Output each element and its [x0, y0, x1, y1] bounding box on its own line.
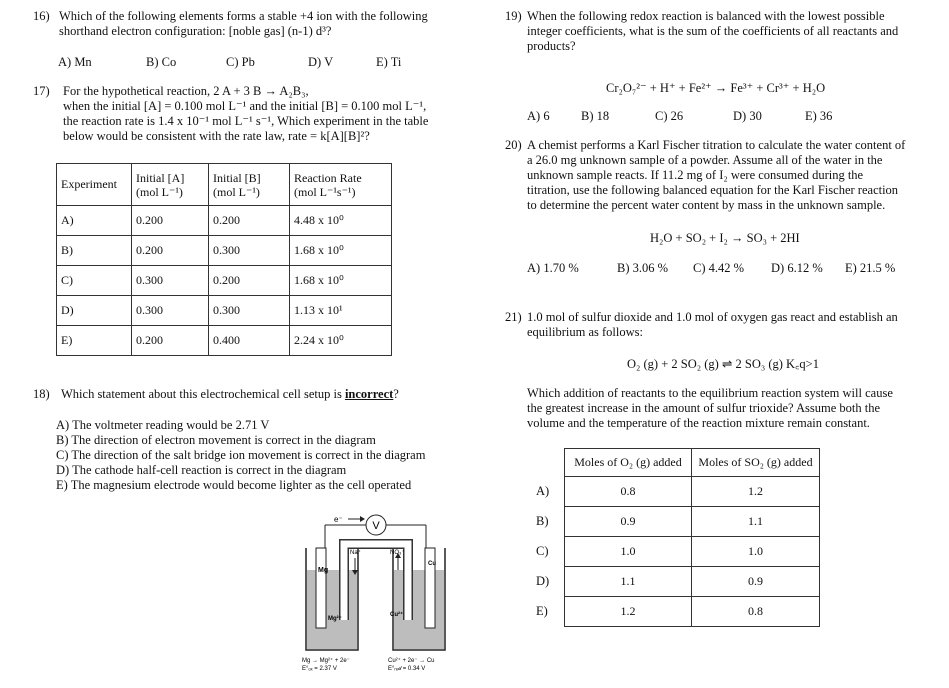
header-initial-b: Initial [B] (mol L⁻¹): [209, 164, 290, 206]
row-label: C): [57, 266, 132, 296]
no3-ion-label: NO₃⁻: [390, 550, 405, 556]
cell-b: 0.200: [209, 266, 290, 296]
row-labels-21: [536, 476, 556, 626]
question-text: volume and the temperature of the reaction mixture remain constant.: [527, 416, 870, 430]
question-text: shorthand electron configuration: [noble gas] (n-1) d³?: [59, 24, 332, 38]
electron-label: e⁻: [334, 515, 343, 524]
rate-table: [56, 163, 392, 356]
question-number: 20): [505, 138, 522, 152]
question-text: to determine the percent water content by mass in the unknown sample.: [527, 198, 886, 212]
choice-b[interactable]: B) 18: [581, 109, 610, 123]
table-row: [57, 206, 392, 236]
choices-18: [56, 418, 476, 493]
question-text: a 26.0 mg unknown sample of a powder. Assume all of the water in the: [527, 153, 883, 167]
question-stem-end: ?: [393, 387, 399, 401]
mg-label: Mg: [318, 567, 329, 574]
header-so2-added: Moles of SO₂ (g) added: [692, 449, 820, 477]
cell-a: 0.300: [132, 266, 209, 296]
cell-a: 0.200: [132, 206, 209, 236]
cell-so2: 0.8: [692, 597, 820, 627]
choice-d[interactable]: D) The cathode half-cell reaction is correct in the diagram: [56, 463, 347, 477]
question-text: when the initial [A] = 0.100 mol L⁻¹ and the initial [B] = 0.100 mol L⁻¹,: [63, 99, 427, 113]
question-17: [33, 84, 473, 144]
choice-b[interactable]: B) The direction of electron movement is correct in the diagram: [56, 433, 376, 447]
cell-a: 0.300: [132, 296, 209, 326]
choices-20: [527, 261, 927, 277]
question-number: 16): [33, 9, 50, 23]
question-21: [505, 310, 945, 340]
cell-rate: 2.24 x 10⁰: [290, 326, 392, 356]
cell-rate: 1.13 x 10¹: [290, 296, 392, 326]
question-text: [61, 387, 473, 402]
table-row: [565, 507, 820, 537]
question-text: Which of the following elements forms a stable +4 ion with the following: [59, 9, 428, 23]
question-number: 19): [505, 9, 522, 23]
table-row: [57, 326, 392, 356]
choice-e[interactable]: E) 36: [805, 109, 833, 123]
choice-a[interactable]: A) Mn: [58, 55, 92, 69]
question-text: When the following redox reaction is balanced with the lowest possible: [527, 9, 885, 23]
cell-b: 0.300: [209, 236, 290, 266]
cell-so2: 1.1: [692, 507, 820, 537]
mg-electrode: [316, 548, 329, 628]
table-row: [565, 597, 820, 627]
cu-ion-label: Cu²⁺: [390, 612, 404, 618]
choice-b[interactable]: B) Co: [146, 55, 177, 69]
question-text: products?: [527, 39, 576, 53]
cell-o2: 1.1: [565, 567, 692, 597]
header-o2-added: Moles of O₂ (g) added: [565, 449, 692, 477]
question-21-part2: [527, 386, 947, 431]
choice-a[interactable]: A) The voltmeter reading would be 2.71 V: [56, 418, 270, 432]
choice-d[interactable]: D) 30: [733, 109, 762, 123]
reactant-table: [564, 448, 820, 627]
table-row: [565, 567, 820, 597]
question-text: unknown sample reacts. If 11.2 mg of I₂ were consumed during the: [527, 168, 864, 182]
mg-ion-label: Mg²⁺: [328, 616, 342, 622]
right-solution: [394, 570, 444, 649]
question-text: A chemist performs a Karl Fischer titration to calculate the water content of: [527, 138, 906, 152]
choice-d[interactable]: D) 6.12 %: [771, 261, 823, 275]
choice-c[interactable]: C) 26: [655, 109, 684, 123]
question-text: titration, use the following balanced equation for the Karl Fischer reaction: [527, 183, 899, 197]
cell-o2: 0.9: [565, 507, 692, 537]
na-ion-label: Na⁺: [350, 550, 361, 556]
choice-c[interactable]: C) 4.42 %: [693, 261, 745, 275]
cell-so2: 0.9: [692, 567, 820, 597]
choice-d[interactable]: D) V: [308, 55, 334, 69]
header-reaction-rate: Reaction Rate (mol L⁻¹s⁻¹): [290, 164, 392, 206]
choice-c[interactable]: C) Pb: [226, 55, 255, 69]
cathode-potential: E°ᵣₑ𝒹 = 0.34 V: [388, 666, 426, 672]
cell-so2: 1.2: [692, 477, 820, 507]
anode-reaction: Mg → Mg²⁺ + 2e⁻: [302, 658, 350, 664]
header-initial-a: Initial [A] (mol L⁻¹): [132, 164, 209, 206]
cell-rate: 1.68 x 10⁰: [290, 266, 392, 296]
choice-e[interactable]: E) Ti: [376, 55, 402, 69]
question-18: [33, 387, 473, 402]
cell-o2: 1.0: [565, 537, 692, 567]
question-text: below would be consistent with the rate law, rate = k[A][B]²?: [63, 129, 370, 143]
row-label: E): [57, 326, 132, 356]
table-row: [565, 477, 820, 507]
cell-o2: 1.2: [565, 597, 692, 627]
electrochemical-cell-diagram: [288, 510, 458, 682]
question-16: [33, 9, 473, 39]
choice-a[interactable]: A) 1.70 %: [527, 261, 579, 275]
cell-a: 0.200: [132, 326, 209, 356]
question-text: 1.0 mol of sulfur dioxide and 1.0 mol of oxygen gas react and establish an: [527, 310, 898, 324]
cell-a: 0.200: [132, 236, 209, 266]
cu-electrode: [425, 548, 435, 628]
question-text: the greatest increase in the amount of sulfur trioxide? Assume both the: [527, 401, 881, 415]
choice-e[interactable]: E) The magnesium electrode would become lighter as the cell operated: [56, 478, 412, 492]
question-number: 21): [505, 310, 522, 324]
cell-o2: 0.8: [565, 477, 692, 507]
choice-b[interactable]: B) 3.06 %: [617, 261, 669, 275]
left-solution: [307, 570, 357, 649]
cu-label: Cu: [428, 561, 436, 567]
table-row: [565, 537, 820, 567]
choice-c[interactable]: C) The direction of the salt bridge ion movement is correct in the diagram: [56, 448, 426, 462]
question-text: integer coefficients, what is the sum of the coefficients of all reactants and: [527, 24, 899, 38]
question-text: equilibrium as follows:: [527, 325, 643, 339]
karl-fischer-equation: H₂O + SO₂ + I₂ → SO₃ + 2HI: [650, 231, 800, 245]
choice-b[interactable]: B): [536, 514, 549, 528]
choice-e[interactable]: E): [536, 604, 548, 618]
cell-so2: 1.0: [692, 537, 820, 567]
anode-potential: E°ₒₓ = 2.37 V: [302, 666, 337, 672]
row-label: D): [57, 296, 132, 326]
row-label: B): [57, 236, 132, 266]
table-row: [57, 236, 392, 266]
row-label: A): [57, 206, 132, 236]
question-stem: Which statement about this electrochemical cell setup is: [61, 387, 342, 401]
cathode-reaction: Cu²⁺ + 2e⁻ → Cu: [388, 658, 435, 664]
cell-b: 0.400: [209, 326, 290, 356]
cell-b: 0.300: [209, 296, 290, 326]
table-row: [57, 266, 392, 296]
choice-e[interactable]: E) 21.5 %: [845, 261, 896, 275]
question-19: [505, 9, 935, 54]
cell-rate: 4.48 x 10⁰: [290, 206, 392, 236]
choices-16: [58, 55, 458, 71]
equilibrium-equation: O₂ (g) + 2 SO₂ (g) ⇌ 2 SO₃ (g) K꜀q>1: [627, 357, 819, 371]
question-text: Which addition of reactants to the equilibrium reaction system will cause: [527, 386, 893, 400]
choices-19: [527, 109, 927, 125]
question-text: the reaction rate is 1.4 x 10⁻¹ mol L⁻¹ s⁻¹, Which experiment in the table: [63, 114, 429, 128]
redox-equation: Cr₂O₇²⁻ + H⁺ + Fe²⁺ → Fe³⁺ + Cr³⁺ + H₂O: [606, 81, 826, 95]
choice-a[interactable]: A): [536, 484, 550, 498]
question-20: [505, 138, 945, 213]
cell-rate: 1.68 x 10⁰: [290, 236, 392, 266]
question-text: For the hypothetical reaction, 2 A + 3 B → A₂B₃,: [63, 84, 309, 98]
cell-b: 0.200: [209, 206, 290, 236]
header-experiment: Experiment: [57, 164, 132, 206]
choice-d[interactable]: D): [536, 574, 550, 588]
question-number: 17): [33, 84, 50, 98]
choice-a[interactable]: A) 6: [527, 109, 550, 123]
question-number: 18): [33, 387, 50, 401]
question-keyword: incorrect: [344, 387, 394, 401]
table-row: [57, 296, 392, 326]
voltmeter-label: V: [372, 520, 380, 532]
choice-c[interactable]: C): [536, 544, 549, 558]
